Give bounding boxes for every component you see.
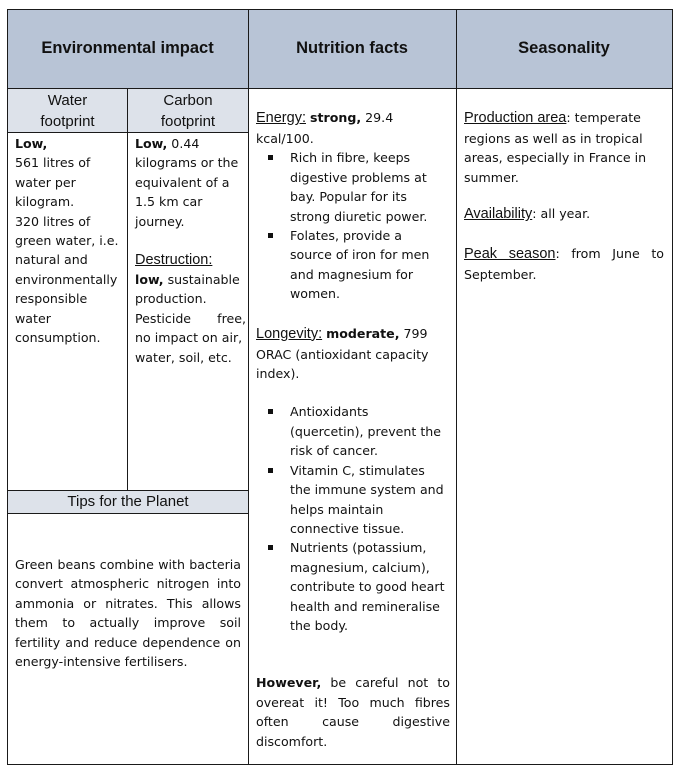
border-left	[7, 9, 8, 765]
tips-line: fertility and reduce dependence on	[15, 634, 241, 650]
longevity-bullets	[256, 402, 450, 635]
bullet-line: contribute to good heart	[290, 579, 445, 595]
carbon-line: kilograms or the	[135, 155, 239, 171]
carbon-level: Low,	[135, 136, 168, 151]
warning-line: often cause digestive	[256, 714, 450, 730]
divider-water-carbon	[127, 89, 128, 490]
water-footprint-text	[15, 134, 127, 347]
bullet-line: risk of cancer.	[290, 443, 378, 459]
carbon-value: 0.44	[167, 136, 200, 151]
bullet-item	[256, 226, 450, 304]
warning-line: discomfort.	[256, 733, 328, 749]
divider-column-2	[456, 9, 457, 765]
divider-subheader	[7, 132, 249, 133]
production-text-line: areas, especially in France in	[464, 150, 647, 166]
divider-column-1	[248, 9, 249, 765]
bullet-line: digestive problems at	[290, 169, 427, 185]
peak-rest: : from June to	[555, 246, 664, 262]
peak-text-line: September.	[464, 267, 537, 283]
seasonality-text	[464, 108, 664, 285]
destruction-level: low,	[135, 272, 164, 288]
carbon-footprint-text	[135, 134, 246, 367]
production-line	[464, 108, 664, 129]
bullet-line: magnesium, calcium),	[290, 559, 430, 575]
warning-line: overeat it! Too much fibres	[256, 694, 450, 710]
production-colon: :	[566, 110, 571, 125]
bullet-line: strong diuretic power.	[290, 208, 428, 224]
longevity-text-line: ORAC (antioxidant capacity	[256, 346, 429, 362]
destruction-line: production.	[135, 291, 207, 307]
tips-line: ammonia or nitrates. This allows	[15, 595, 241, 611]
water-line: natural and	[15, 252, 88, 268]
destruction-line: water, soil, etc.	[135, 349, 232, 365]
bullet-line: bay. Popular for its	[290, 189, 407, 205]
production-text-line: summer.	[464, 169, 519, 185]
bullet-line: helps maintain	[290, 501, 384, 517]
water-line: water	[15, 310, 51, 326]
header-nutrition-label: Nutrition facts	[296, 39, 408, 57]
tips-line: Green beans combine with bacteria	[15, 557, 241, 572]
energy-unit: kcal/100.	[256, 131, 314, 146]
water-line: consumption.	[15, 330, 101, 346]
water-title-line1: Water	[47, 92, 88, 109]
peak-line	[464, 244, 664, 265]
production-text-line: regions as well as in tropical	[464, 131, 643, 146]
warning-line	[256, 673, 450, 692]
header-environmental-label: Environmental impact	[41, 39, 214, 57]
warning-rest: be careful not to	[321, 675, 450, 691]
bullet-line: Vitamin C, stimulates	[290, 462, 425, 478]
bullet-line: women.	[290, 286, 341, 302]
nutrition-text	[256, 108, 450, 751]
bullet-line: connective tissue.	[290, 520, 405, 536]
bullet-item	[256, 461, 450, 539]
tips-text	[15, 555, 241, 671]
bullet-item	[256, 148, 450, 226]
header-environmental	[7, 9, 248, 88]
water-line: 320 litres of	[15, 213, 91, 229]
longevity-label: Longevity:	[256, 325, 323, 342]
water-line: 561 litres of	[15, 155, 91, 171]
destruction-label: Destruction:	[135, 252, 213, 269]
destruction-line: Pesticide free,	[135, 310, 246, 326]
availability-rest: : all year.	[532, 206, 591, 222]
production-rest: temperate	[570, 110, 641, 125]
water-level: Low,	[15, 136, 48, 151]
bullet-line: health and remineralise	[290, 598, 440, 614]
water-line: responsible	[15, 291, 88, 307]
subheader-carbon-footprint	[128, 89, 248, 132]
water-line: environmentally	[15, 271, 118, 287]
water-title-line2: footprint	[40, 113, 95, 130]
warning-bold: However,	[256, 675, 322, 691]
bullet-line: Folates, provide a	[290, 228, 402, 244]
water-line: kilogram.	[15, 194, 75, 210]
bullet-line: the body.	[290, 617, 349, 633]
bullet-line: Rich in fibre, keeps	[290, 150, 411, 166]
carbon-title-line2: footprint	[160, 113, 216, 130]
production-label: Production area	[464, 110, 567, 126]
bullet-line: Nutrients (potassium,	[290, 540, 427, 556]
bullet-line: the immune system and	[290, 482, 444, 498]
water-line: water per	[15, 174, 76, 190]
header-nutrition	[248, 9, 456, 88]
tips-title: Tips for the Planet	[67, 493, 189, 510]
availability-label: Availability	[464, 206, 533, 223]
bullet-line: Antioxidants	[290, 404, 369, 420]
bullet-line: (quercetin), prevent the	[290, 423, 441, 439]
header-seasonality-label: Seasonality	[518, 39, 610, 57]
bullet-item	[256, 402, 450, 460]
tips-line: convert atmospheric nitrogen into	[15, 576, 241, 592]
subheader-water-footprint	[8, 89, 127, 132]
tips-line: energy-intensive fertilisers.	[15, 654, 188, 670]
longevity-text-line: index).	[256, 366, 300, 382]
divider-tips-bottom	[7, 513, 249, 514]
availability-line	[464, 204, 664, 225]
carbon-title-line1: Carbon	[163, 92, 213, 109]
subheader-tips	[8, 490, 248, 513]
destruction-value-line	[135, 270, 246, 289]
peak-label: Peak season	[464, 246, 556, 263]
longevity-strength: moderate,	[326, 325, 400, 341]
destruction-line: no impact on air,	[135, 330, 243, 346]
carbon-line: 1.5 km car	[135, 194, 203, 210]
divider-tips-top	[7, 490, 249, 491]
header-seasonality	[456, 9, 672, 88]
energy-strength: strong,	[310, 110, 362, 125]
bullet-line: and magnesium for	[290, 266, 414, 282]
longevity-line	[256, 324, 450, 345]
border-bottom	[7, 764, 673, 765]
bullet-item	[256, 538, 450, 635]
energy-value: 29.4	[361, 110, 394, 125]
carbon-line: equivalent of a	[135, 174, 230, 190]
energy-line	[256, 108, 450, 129]
carbon-line: journey.	[135, 213, 185, 229]
energy-label: Energy:	[256, 110, 306, 126]
energy-bullets	[256, 148, 450, 303]
destruction-value: sustainable	[163, 272, 240, 288]
water-line: green water, i.e.	[15, 233, 119, 249]
divider-header	[7, 88, 673, 89]
border-right	[672, 9, 673, 765]
border-top	[7, 9, 673, 10]
bullet-line: source of iron for men	[290, 247, 430, 263]
carbon-value-line	[135, 134, 246, 153]
tips-line: them to actually improve soil	[15, 615, 241, 631]
longevity-value: 799	[399, 325, 428, 341]
